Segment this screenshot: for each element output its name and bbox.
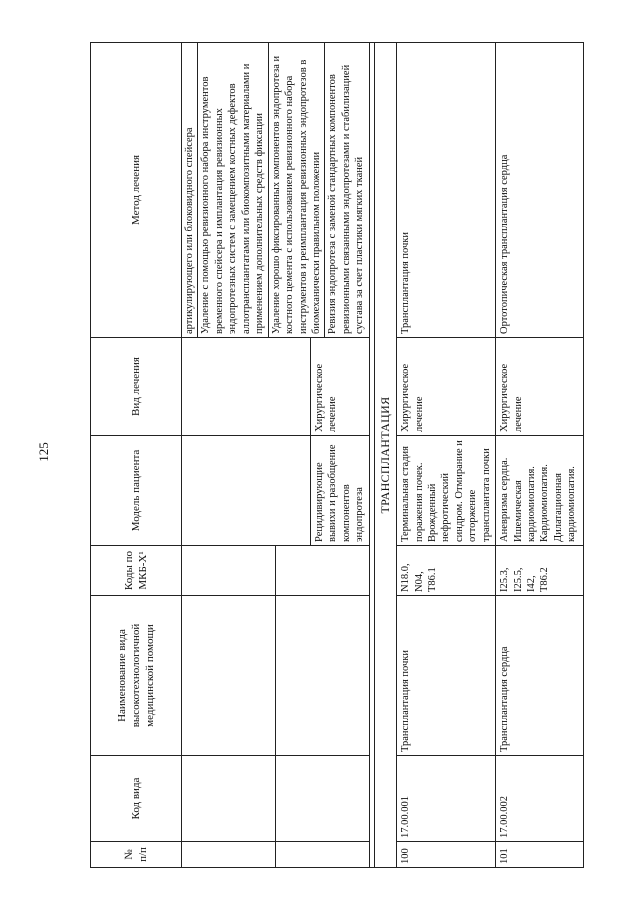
row-code: 17.00.001 <box>397 756 496 842</box>
row-model: Терминальная стадия поражения почек. Врожденный нефротический синдром. Отмирание и отторжение трансплантата почки <box>397 436 496 546</box>
row-name: Трансплантация почки <box>397 596 496 756</box>
method-cell: Удаление с помощью ревизионного набора инструментов временного спейсера и имплантация ревизионных эндопротезных систем с замещением костных дефектов аллотрансплантатами или биокомпозитными материалами и применением дополнительных средств фиксации <box>198 43 268 337</box>
row-method: Ортотопическая трансплантация сердца <box>496 43 584 338</box>
method-cell: артикулирующего или блоковидного спейсера <box>182 43 198 337</box>
treatment-table <box>90 42 584 868</box>
rotated-table-wrapper <box>90 43 610 868</box>
row-icd: I25.3, I25.5, I42, T86.2 <box>496 546 584 596</box>
row-num: 101 <box>496 842 584 868</box>
table-row <box>397 43 496 868</box>
section-title: ТРАНСПЛАНТАЦИЯ <box>374 43 396 868</box>
continuation-treatment: Хирургическое лечение <box>310 338 342 435</box>
header-icd: Коды по МКБ-X¹ <box>91 546 182 596</box>
continuation-model: Рецидивирующие вывихи и разобщение компонентов эндопротеза <box>310 436 369 545</box>
method-cell: Ревизия эндопротеза с заменой стандартных компонентов ревизионными связанными эндопротезами и стабилизацией сустава за счет пластики мягких тканей <box>327 64 366 334</box>
row-model: Аневризма сердца. Ишемическая кардиомиопатия. Кардиомиопатия. Дилатационная кардиомиопатия. <box>496 436 584 546</box>
header-method: Метод лечения <box>91 43 182 338</box>
header-code: Код вида <box>91 756 182 842</box>
table-row <box>182 43 276 868</box>
header-row <box>91 43 182 868</box>
header-treatment: Вид лечения <box>91 338 182 436</box>
row-treatment: Хирургическое лечение <box>496 338 584 436</box>
row-method: Трансплантация почки <box>397 43 496 338</box>
section-row <box>374 43 396 868</box>
page-number: 125 <box>36 442 51 462</box>
row-num: 100 <box>397 842 496 868</box>
row-code: 17.00.002 <box>496 756 584 842</box>
method-cell: Удаление хорошо фиксированных компонентов эндопротеза и костного цемента с использованием ревизионного набора инструментов и реимплантация ревизионных эндопротезов в биомеханически правильном положении <box>269 43 326 337</box>
header-name: Наименование вида высокотехнологичной медицинской помощи <box>91 596 182 756</box>
row-name: Трансплантация сердца <box>496 596 584 756</box>
row-treatment: Хирургическое лечение <box>397 338 496 436</box>
table-row <box>496 43 584 868</box>
header-model: Модель пациента <box>91 436 182 546</box>
header-num: № п/п <box>91 842 182 868</box>
row-icd: N18.0, N04, T86.1 <box>397 546 496 596</box>
